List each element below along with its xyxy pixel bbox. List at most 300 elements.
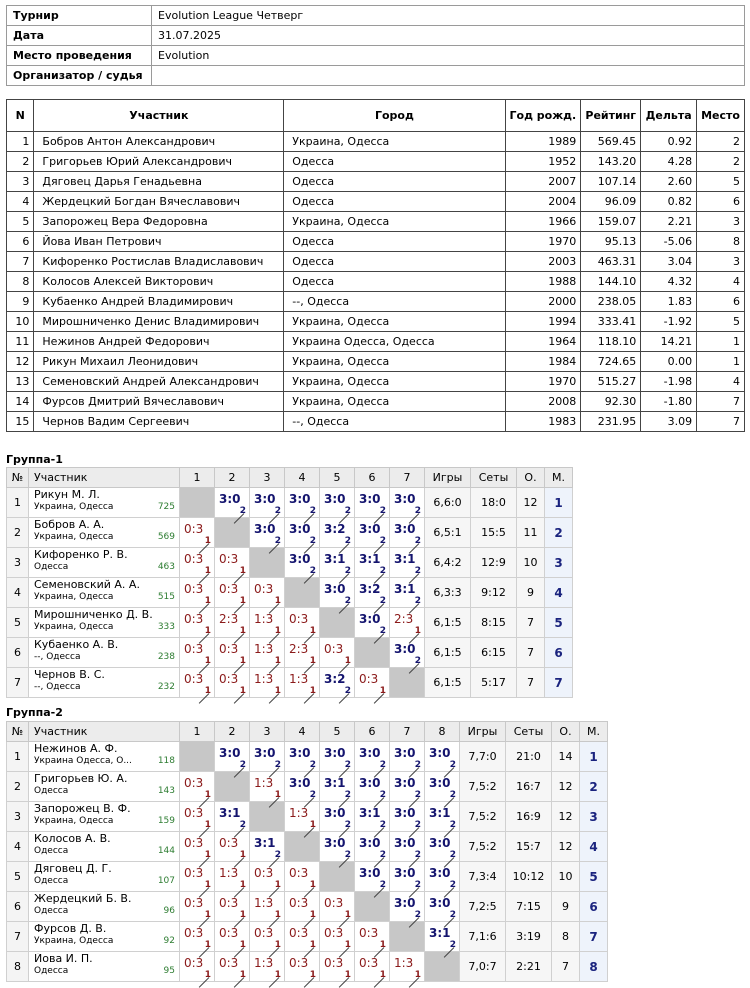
player-number: 8 <box>7 952 29 982</box>
match-win-cell <box>355 832 390 862</box>
participants-cell: 14.21 <box>641 332 697 352</box>
match-points: 2 <box>344 596 351 606</box>
match-score: 0:3 <box>184 552 204 566</box>
match-score: 3:1 <box>394 582 416 596</box>
participants-cell: 1983 <box>505 412 581 432</box>
match-loss-cell <box>320 638 355 668</box>
match-points: 2 <box>379 596 386 606</box>
col-opponent-header: 3 <box>250 468 285 488</box>
player-number: 5 <box>7 862 29 892</box>
table-row <box>7 372 745 392</box>
player-details <box>34 651 175 664</box>
participants-cell: Одесса <box>284 232 505 252</box>
participants-cell: 1989 <box>505 132 581 152</box>
match-score: 3:0 <box>394 866 416 880</box>
player-cell <box>29 578 180 608</box>
match-loss-cell <box>250 638 285 668</box>
match-win-cell <box>285 518 320 548</box>
match-points: 1 <box>344 970 351 980</box>
match-loss-cell <box>285 862 320 892</box>
participants-header-2: Город <box>284 100 505 132</box>
player-city: --, Одесса <box>34 652 81 662</box>
player-cell <box>29 772 180 802</box>
points-stat: 7 <box>517 668 545 698</box>
participants-header-5: Дельта <box>641 100 697 132</box>
games-stat: 7,2:5 <box>460 892 506 922</box>
participants-cell: Мирошниченко Денис Владимирович <box>34 312 284 332</box>
match-loss-cell <box>180 518 215 548</box>
participants-cell: 2003 <box>505 252 581 272</box>
player-number: 6 <box>7 638 29 668</box>
games-stat: 7,5:2 <box>460 772 506 802</box>
participants-cell: 1 <box>7 132 34 152</box>
info-value <box>152 66 745 86</box>
match-points: 2 <box>414 910 421 920</box>
player-name: Нежинов А. Ф. <box>34 743 118 755</box>
self-match-cell <box>180 488 215 518</box>
tournament-info-table <box>6 5 745 86</box>
participants-cell: 4 <box>697 272 745 292</box>
player-city: Украина, Одесса <box>34 816 114 826</box>
match-points: 1 <box>239 910 246 920</box>
match-points: 1 <box>204 880 211 890</box>
player-cell <box>29 638 180 668</box>
sets-stat: 10:12 <box>506 862 552 892</box>
sets-stat: 7:15 <box>506 892 552 922</box>
match-score: 3:0 <box>359 866 381 880</box>
match-loss-cell <box>180 832 215 862</box>
participants-cell: 3.04 <box>641 252 697 272</box>
match-win-cell <box>215 742 250 772</box>
match-score: 3:0 <box>394 836 416 850</box>
player-details <box>34 845 175 858</box>
match-points: 2 <box>414 656 421 666</box>
col-sets-header: Сеты <box>506 722 552 742</box>
player-city: Одесса <box>34 786 69 796</box>
match-score: 3:0 <box>324 746 346 760</box>
player-city: Одесса <box>34 562 69 572</box>
table-row <box>7 312 745 332</box>
match-loss-cell <box>250 952 285 982</box>
match-points: 1 <box>274 970 281 980</box>
points-stat: 10 <box>552 862 580 892</box>
match-score: 0:3 <box>184 896 204 910</box>
match-score: 0:3 <box>219 672 239 686</box>
match-score: 0:3 <box>219 896 239 910</box>
match-win-cell <box>390 488 425 518</box>
match-score: 3:0 <box>254 522 276 536</box>
participants-cell: 2007 <box>505 172 581 192</box>
match-score: 0:3 <box>219 836 239 850</box>
games-stat: 6,1:5 <box>425 608 471 638</box>
match-points: 2 <box>309 566 316 576</box>
match-points: 1 <box>414 970 421 980</box>
col-opponent-header: 6 <box>355 722 390 742</box>
participants-cell: Запорожец Вера Федоровна <box>34 212 284 232</box>
match-loss-cell <box>355 952 390 982</box>
col-opponent-header: 7 <box>390 468 425 488</box>
participants-cell: -1.98 <box>641 372 697 392</box>
match-score: 3:1 <box>324 552 346 566</box>
participants-cell: 12 <box>7 352 34 372</box>
place-stat: 5 <box>545 608 573 638</box>
player-name: Колосов А. В. <box>34 833 111 845</box>
match-points: 2 <box>274 506 281 516</box>
match-score: 3:0 <box>324 582 346 596</box>
participants-cell: 2 <box>697 152 745 172</box>
info-value: Evolution League Четверг <box>152 6 745 26</box>
points-stat: 7 <box>552 952 580 982</box>
match-loss-cell <box>390 608 425 638</box>
match-score: 3:0 <box>324 836 346 850</box>
match-win-cell <box>390 862 425 892</box>
match-points: 1 <box>379 940 386 950</box>
col-opponent-header: 6 <box>355 468 390 488</box>
table-row <box>7 802 608 832</box>
match-win-cell <box>425 922 460 952</box>
self-match-cell <box>390 668 425 698</box>
match-score: 3:0 <box>289 552 311 566</box>
match-score: 2:3 <box>394 612 414 626</box>
games-stat: 6,1:5 <box>425 668 471 698</box>
participants-cell: 6 <box>697 192 745 212</box>
place-stat: 3 <box>580 802 608 832</box>
participants-cell: 107.14 <box>581 172 641 192</box>
player-name: Рикун М. Л. <box>34 489 100 501</box>
match-score: 3:0 <box>394 746 416 760</box>
participants-cell: 1964 <box>505 332 581 352</box>
match-loss-cell <box>180 952 215 982</box>
match-score: 3:0 <box>254 492 276 506</box>
match-points: 1 <box>309 626 316 636</box>
col-games-header: Игры <box>460 722 506 742</box>
table-row <box>7 608 573 638</box>
sets-stat: 8:15 <box>471 608 517 638</box>
participants-cell: 144.10 <box>581 272 641 292</box>
player-city: Одесса <box>34 846 69 856</box>
match-loss-cell <box>250 892 285 922</box>
info-row <box>7 26 745 46</box>
info-value: 31.07.2025 <box>152 26 745 46</box>
player-rating: 95 <box>163 966 175 976</box>
match-points: 2 <box>414 536 421 546</box>
participants-cell: 1 <box>697 352 745 372</box>
match-score: 1:3 <box>394 956 414 970</box>
match-win-cell <box>285 742 320 772</box>
player-city: Украина Одесса, О... <box>34 756 132 766</box>
participants-cell: -1.80 <box>641 392 697 412</box>
participants-cell: --, Одесса <box>284 292 505 312</box>
player-details <box>34 935 175 948</box>
table-row <box>7 518 573 548</box>
games-stat: 6,1:5 <box>425 638 471 668</box>
participants-cell: Рикун Михаил Леонидович <box>34 352 284 372</box>
player-cell <box>29 952 180 982</box>
sets-stat: 9:12 <box>471 578 517 608</box>
participants-cell: 8 <box>7 272 34 292</box>
points-stat: 14 <box>552 742 580 772</box>
match-loss-cell <box>390 952 425 982</box>
match-win-cell <box>320 488 355 518</box>
match-score: 3:0 <box>359 776 381 790</box>
player-number: 3 <box>7 548 29 578</box>
participants-cell: 2004 <box>505 192 581 212</box>
sets-stat: 2:21 <box>506 952 552 982</box>
match-points: 2 <box>309 760 316 770</box>
match-score: 1:3 <box>254 672 274 686</box>
table-row <box>7 132 745 152</box>
match-points: 1 <box>239 596 246 606</box>
participants-cell: 4 <box>697 372 745 392</box>
match-score: 0:3 <box>219 926 239 940</box>
match-points: 1 <box>204 626 211 636</box>
participants-cell: 231.95 <box>581 412 641 432</box>
participants-cell: Дяговец Дарья Генадьевна <box>34 172 284 192</box>
player-name: Фурсов Д. В. <box>34 923 107 935</box>
col-sets-header: Сеты <box>471 468 517 488</box>
match-loss-cell <box>215 952 250 982</box>
player-number: 3 <box>7 802 29 832</box>
match-score: 0:3 <box>184 582 204 596</box>
match-loss-cell <box>285 638 320 668</box>
match-score: 3:0 <box>289 746 311 760</box>
match-score: 3:0 <box>394 522 416 536</box>
participants-cell: 95.13 <box>581 232 641 252</box>
participants-cell: 3 <box>697 212 745 232</box>
match-loss-cell <box>355 668 390 698</box>
match-score: 0:3 <box>359 672 379 686</box>
match-win-cell <box>390 802 425 832</box>
col-place-header: М. <box>545 468 573 488</box>
player-cell <box>29 548 180 578</box>
match-points: 1 <box>204 940 211 950</box>
participants-cell: 10 <box>7 312 34 332</box>
sets-stat: 3:19 <box>506 922 552 952</box>
participants-cell: 3 <box>697 252 745 272</box>
place-stat: 1 <box>580 742 608 772</box>
match-points: 2 <box>344 760 351 770</box>
table-row <box>7 292 745 312</box>
participants-cell: Украина, Одесса <box>284 212 505 232</box>
player-name: Чернов В. С. <box>34 669 105 681</box>
player-details <box>34 531 175 544</box>
col-number-header: № <box>7 722 29 742</box>
match-points: 2 <box>449 850 456 860</box>
match-points: 2 <box>414 566 421 576</box>
match-win-cell <box>320 518 355 548</box>
player-number: 2 <box>7 772 29 802</box>
match-win-cell <box>390 742 425 772</box>
points-stat: 9 <box>552 892 580 922</box>
sets-stat: 6:15 <box>471 638 517 668</box>
player-details <box>34 501 175 514</box>
group-1-title: Группа-1 <box>6 453 63 466</box>
match-win-cell <box>390 772 425 802</box>
match-score: 3:0 <box>394 806 416 820</box>
player-cell <box>29 832 180 862</box>
participants-cell: Украина, Одесса <box>284 392 505 412</box>
sets-stat: 16:7 <box>506 772 552 802</box>
match-loss-cell <box>180 772 215 802</box>
player-city: Украина, Одесса <box>34 936 114 946</box>
table-row <box>7 272 745 292</box>
self-match-cell <box>320 862 355 892</box>
col-opponent-header: 4 <box>285 468 320 488</box>
match-points: 2 <box>274 536 281 546</box>
participants-cell: 463.31 <box>581 252 641 272</box>
participants-cell: 515.27 <box>581 372 641 392</box>
player-rating: 92 <box>163 936 175 946</box>
participants-cell: Кифоренко Ростислав Владиславович <box>34 252 284 272</box>
match-points: 1 <box>274 790 281 800</box>
player-rating: 725 <box>157 502 175 512</box>
match-score: 3:0 <box>359 522 381 536</box>
games-stat: 7,3:4 <box>460 862 506 892</box>
match-win-cell <box>250 832 285 862</box>
match-points: 2 <box>274 760 281 770</box>
place-stat: 2 <box>580 772 608 802</box>
match-points: 2 <box>344 790 351 800</box>
match-loss-cell <box>285 802 320 832</box>
table-row <box>7 922 608 952</box>
match-score: 3:0 <box>359 746 381 760</box>
match-score: 3:0 <box>324 492 346 506</box>
player-number: 2 <box>7 518 29 548</box>
match-points: 1 <box>309 656 316 666</box>
match-score: 0:3 <box>184 836 204 850</box>
match-win-cell <box>355 578 390 608</box>
match-points: 2 <box>239 820 246 830</box>
col-opponent-header: 2 <box>215 722 250 742</box>
match-points: 1 <box>309 940 316 950</box>
player-number: 1 <box>7 488 29 518</box>
player-rating: 333 <box>157 622 175 632</box>
match-points: 2 <box>309 506 316 516</box>
participants-cell: 13 <box>7 372 34 392</box>
match-points: 1 <box>344 656 351 666</box>
sets-stat: 16:9 <box>506 802 552 832</box>
match-points: 2 <box>344 536 351 546</box>
participants-cell: 8 <box>697 232 745 252</box>
player-city: Одесса <box>34 906 69 916</box>
match-win-cell <box>425 772 460 802</box>
match-points: 1 <box>274 626 281 636</box>
match-loss-cell <box>355 922 390 952</box>
match-points: 2 <box>274 850 281 860</box>
participants-cell: 569.45 <box>581 132 641 152</box>
match-loss-cell <box>285 892 320 922</box>
match-points: 2 <box>379 790 386 800</box>
match-score: 3:1 <box>219 806 241 820</box>
match-score: 0:3 <box>219 642 239 656</box>
match-points: 2 <box>414 790 421 800</box>
match-score: 3:0 <box>219 746 241 760</box>
match-score: 0:3 <box>289 926 309 940</box>
match-loss-cell <box>215 578 250 608</box>
table-row <box>7 742 608 772</box>
self-match-cell <box>285 832 320 862</box>
match-loss-cell <box>285 952 320 982</box>
match-points: 1 <box>204 656 211 666</box>
match-points: 1 <box>204 596 211 606</box>
match-win-cell <box>390 578 425 608</box>
player-rating: 238 <box>157 652 175 662</box>
table-row <box>7 548 573 578</box>
match-loss-cell <box>215 548 250 578</box>
games-stat: 7,5:2 <box>460 832 506 862</box>
match-score: 3:0 <box>429 836 451 850</box>
place-stat: 7 <box>580 922 608 952</box>
col-points-header: О. <box>517 468 545 488</box>
match-loss-cell <box>250 922 285 952</box>
match-score: 3:0 <box>324 806 346 820</box>
points-stat: 12 <box>552 832 580 862</box>
match-loss-cell <box>180 668 215 698</box>
col-number-header: № <box>7 468 29 488</box>
col-opponent-header: 7 <box>390 722 425 742</box>
match-win-cell <box>285 548 320 578</box>
participants-cell: 2 <box>7 152 34 172</box>
match-points: 2 <box>379 536 386 546</box>
match-win-cell <box>355 802 390 832</box>
match-loss-cell <box>180 638 215 668</box>
participants-cell: Одесса <box>284 152 505 172</box>
match-loss-cell <box>215 892 250 922</box>
match-points: 1 <box>274 656 281 666</box>
match-points: 2 <box>449 910 456 920</box>
match-score: 3:1 <box>254 836 276 850</box>
player-rating: 232 <box>157 682 175 692</box>
col-player-header: Участник <box>29 722 180 742</box>
player-cell <box>29 892 180 922</box>
match-loss-cell <box>180 862 215 892</box>
match-points: 1 <box>344 910 351 920</box>
participants-cell: 1.83 <box>641 292 697 312</box>
player-details <box>34 785 175 798</box>
player-city: Украина, Одесса <box>34 502 114 512</box>
match-win-cell <box>425 832 460 862</box>
participants-header-1: Участник <box>34 100 284 132</box>
match-loss-cell <box>250 608 285 638</box>
self-match-cell <box>250 802 285 832</box>
match-points: 1 <box>239 880 246 890</box>
match-score: 0:3 <box>289 956 309 970</box>
player-cell <box>29 862 180 892</box>
match-win-cell <box>250 488 285 518</box>
table-row <box>7 772 608 802</box>
match-score: 3:0 <box>289 492 311 506</box>
match-score: 3:0 <box>429 866 451 880</box>
participants-cell: Йова Иван Петрович <box>34 232 284 252</box>
match-loss-cell <box>180 922 215 952</box>
col-player-header: Участник <box>29 468 180 488</box>
info-label: Дата <box>7 26 152 46</box>
match-win-cell <box>355 548 390 578</box>
participants-cell: 11 <box>7 332 34 352</box>
self-match-cell <box>425 952 460 982</box>
player-rating: 159 <box>157 816 175 826</box>
participants-cell: 1988 <box>505 272 581 292</box>
match-score: 3:1 <box>359 552 381 566</box>
player-cell <box>29 608 180 638</box>
player-details <box>34 561 175 574</box>
match-loss-cell <box>180 802 215 832</box>
match-win-cell <box>425 742 460 772</box>
match-score: 0:3 <box>184 642 204 656</box>
match-win-cell <box>425 802 460 832</box>
player-city: Одесса <box>34 876 69 886</box>
player-cell <box>29 668 180 698</box>
